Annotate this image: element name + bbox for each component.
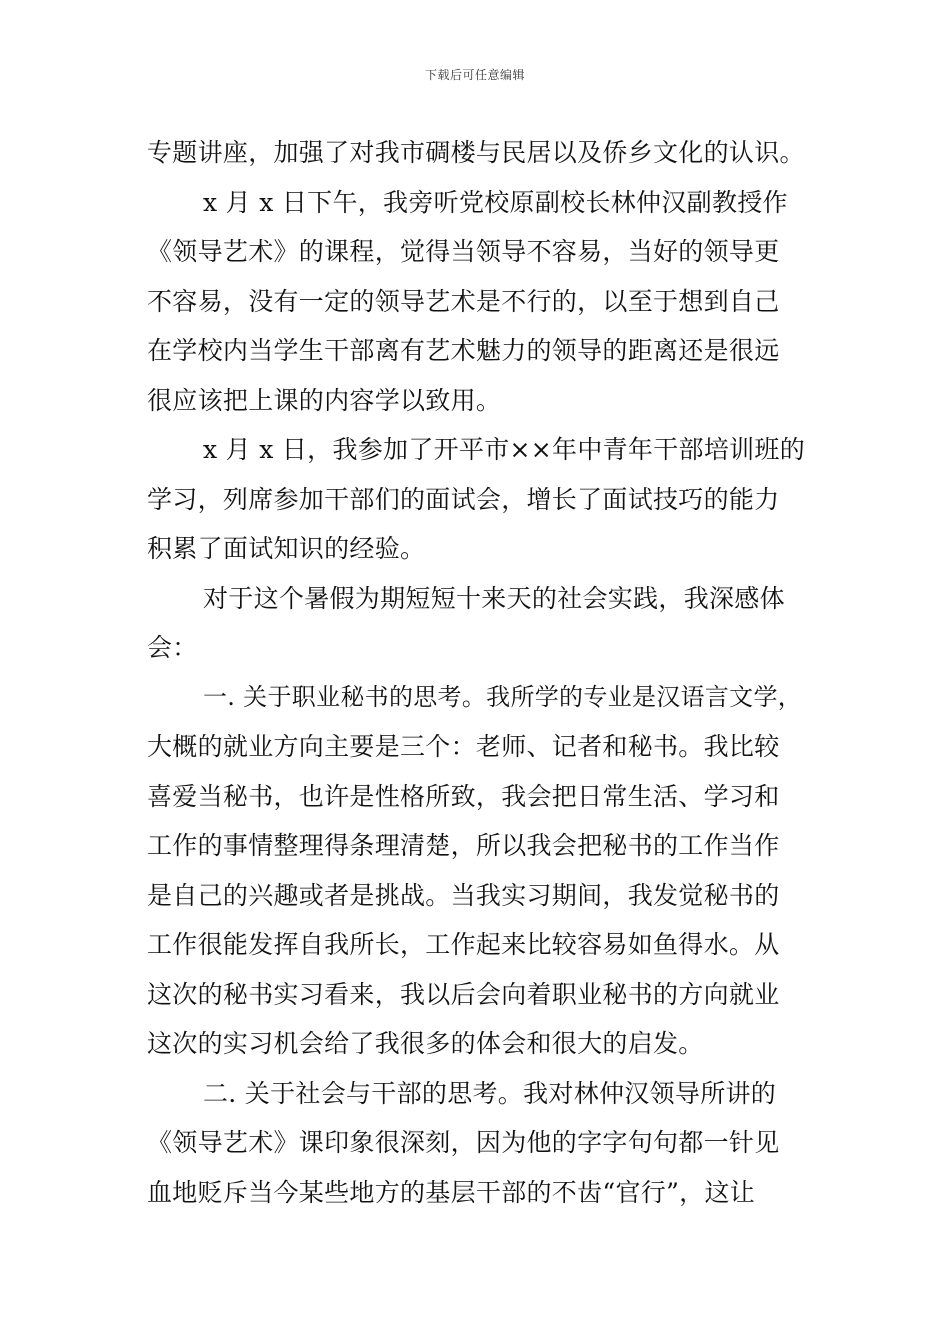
document-body	[147, 128, 807, 1217]
text-line: 《领导艺术》的课程，觉得当领导不容易，当好的领导更	[147, 237, 780, 266]
text-line: 会：	[147, 633, 198, 662]
text-line: 喜爱当秘书，也许是性格所致，我会把日常生活、学习和	[147, 781, 780, 811]
text-line: 不容易，没有一定的领导艺术是不行的，以至于想到自己	[147, 286, 780, 316]
text-line: 是自己的兴趣或者是挑战。当我实习期间，我发觉秘书的	[147, 880, 780, 910]
text-line: 积累了面试知识的经验。	[147, 534, 426, 563]
text-line: 血地贬斥当今某些地方的基层干部的不齿“官行”，这让	[147, 1177, 756, 1207]
text-line: 专题讲座，加强了对我市碉楼与民居以及侨乡文化的认识。	[147, 138, 805, 167]
text-line: 在学校内当学生干部离有艺术魅力的领导的距离还是很远	[147, 336, 780, 365]
text-line: 这次的实习机会给了我很多的体会和很大的启发。	[147, 1029, 704, 1058]
text-line: 这次的秘书实习看来，我以后会向着职业秘书的方向就业	[147, 979, 780, 1009]
text-line: 一. 关于职业秘书的思考。我所学的专业是汉语言文学，	[203, 682, 803, 711]
text-line: 工作的事情整理得条理清楚，所以我会把秘书的工作当作	[147, 831, 780, 860]
text-line: 工作很能发挥自我所长，工作起来比较容易如鱼得水。从	[147, 930, 780, 959]
text-line: 二. 关于社会与干部的思考。我对林仲汉领导所讲的	[203, 1078, 777, 1108]
text-line: x 月 x 日，我参加了开平市××年中青年干部培训班的	[203, 435, 806, 464]
text-line: 《领导艺术》课印象很深刻，因为他的字字句句都一针见	[147, 1128, 780, 1157]
text-line: 大概的就业方向主要是三个：老师、记者和秘书。我比较	[147, 732, 780, 761]
text-line: 对于这个暑假为期短短十来天的社会实践，我深感体	[203, 583, 785, 613]
text-line: 很应该把上课的内容学以致用。	[147, 385, 502, 415]
text-line: 学习，列席参加干部们的面试会，增长了面试技巧的能力	[147, 484, 780, 514]
page-header: 下载后可任意编辑	[424, 68, 525, 82]
text-line: x 月 x 日下午，我旁听党校原副校长林仲汉副教授作	[203, 187, 788, 217]
